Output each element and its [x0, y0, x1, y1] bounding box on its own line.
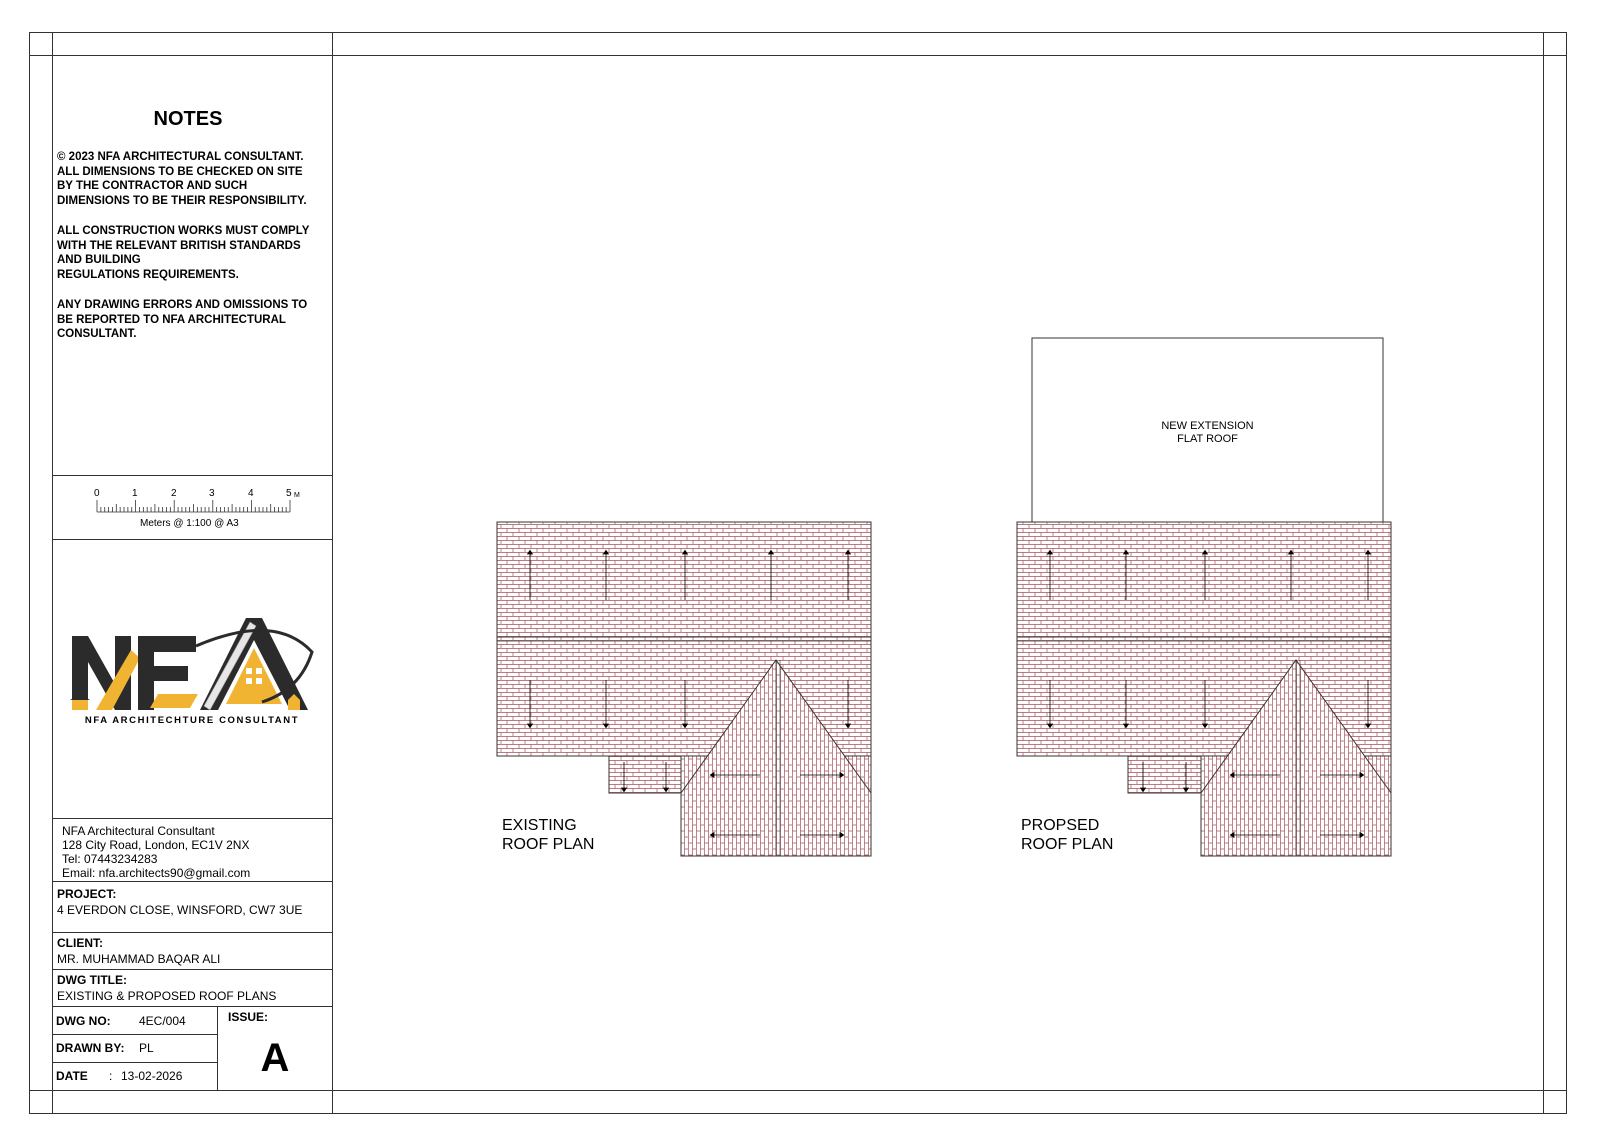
logo-tagline: NFA ARCHITECHTURE CONSULTANT [84, 715, 300, 726]
scale-unit: M [294, 492, 300, 499]
scale-tick-4: 4 [248, 488, 254, 499]
company-email: Email: nfa.architects90@gmail.com [62, 866, 251, 880]
dwg-title-label: DWG TITLE: [57, 973, 127, 987]
company-tel: Tel: 07443234283 [62, 852, 158, 866]
dwg-title-value: EXISTING & PROPOSED ROOF PLANS [57, 989, 277, 1003]
issue-value: A [260, 1036, 290, 1080]
date-separator: : [109, 1069, 113, 1083]
notes-title: NOTES [153, 108, 223, 130]
drawn-by-value: PL [139, 1041, 154, 1055]
extension-label: NEW EXTENSION FLAT ROOF [1161, 420, 1254, 445]
date-label: DATE [56, 1069, 88, 1083]
scale-tick-1: 1 [132, 488, 138, 499]
scale-tick-3: 3 [209, 488, 215, 499]
scale-tick-2: 2 [171, 488, 177, 499]
proposed-plan-label: PROPSED ROOF PLAN [1021, 817, 1114, 853]
existing-roof-plan [497, 522, 871, 856]
project-label: PROJECT: [57, 887, 117, 901]
proposed-roof-plan [1017, 338, 1391, 856]
scale-caption: Meters @ 1:100 @ A3 [140, 518, 239, 529]
project-value: 4 EVERDON CLOSE, WINSFORD, CW7 3UE [57, 903, 303, 917]
nfa-logo-mark [70, 618, 312, 710]
scale-tick-5: 5 [286, 488, 292, 499]
issue-label: ISSUE: [228, 1010, 269, 1024]
scale-tick-0: 0 [94, 488, 100, 499]
dwg-no-value: 4EC/004 [139, 1014, 186, 1028]
date-value: 13-02-2026 [121, 1069, 183, 1083]
drawn-by-label: DRAWN BY: [56, 1041, 125, 1055]
note-compliance: ALL CONSTRUCTION WORKS MUST COMPLY WITH THE RELEVANT BRITISH STANDARDS AND BUILDING REGULATIONS REQUIREMENTS. [57, 225, 310, 281]
note-errors: ANY DRAWING ERRORS AND OMISSIONS TO BE REPORTED TO NFA ARCHITECTURAL CONSULTANT. [57, 299, 308, 341]
dwg-no-label: DWG NO: [56, 1014, 111, 1028]
client-label: CLIENT: [57, 936, 103, 950]
company-address: 128 City Road, London, EC1V 2NX [62, 838, 250, 852]
existing-plan-label: EXISTING ROOF PLAN [502, 817, 595, 853]
scale-bar-ruler [97, 500, 290, 512]
note-copyright: © 2023 NFA ARCHITECTURAL CONSULTANT. ALL DIMENSIONS TO BE CHECKED ON SITE BY THE CONTRACTOR AND SUCH DIMENSIONS TO BE THEIR RESPONSIBILITY. [57, 151, 307, 207]
client-value: MR. MUHAMMAD BAQAR ALI [57, 952, 221, 966]
company-name: NFA Architectural Consultant [62, 824, 215, 838]
